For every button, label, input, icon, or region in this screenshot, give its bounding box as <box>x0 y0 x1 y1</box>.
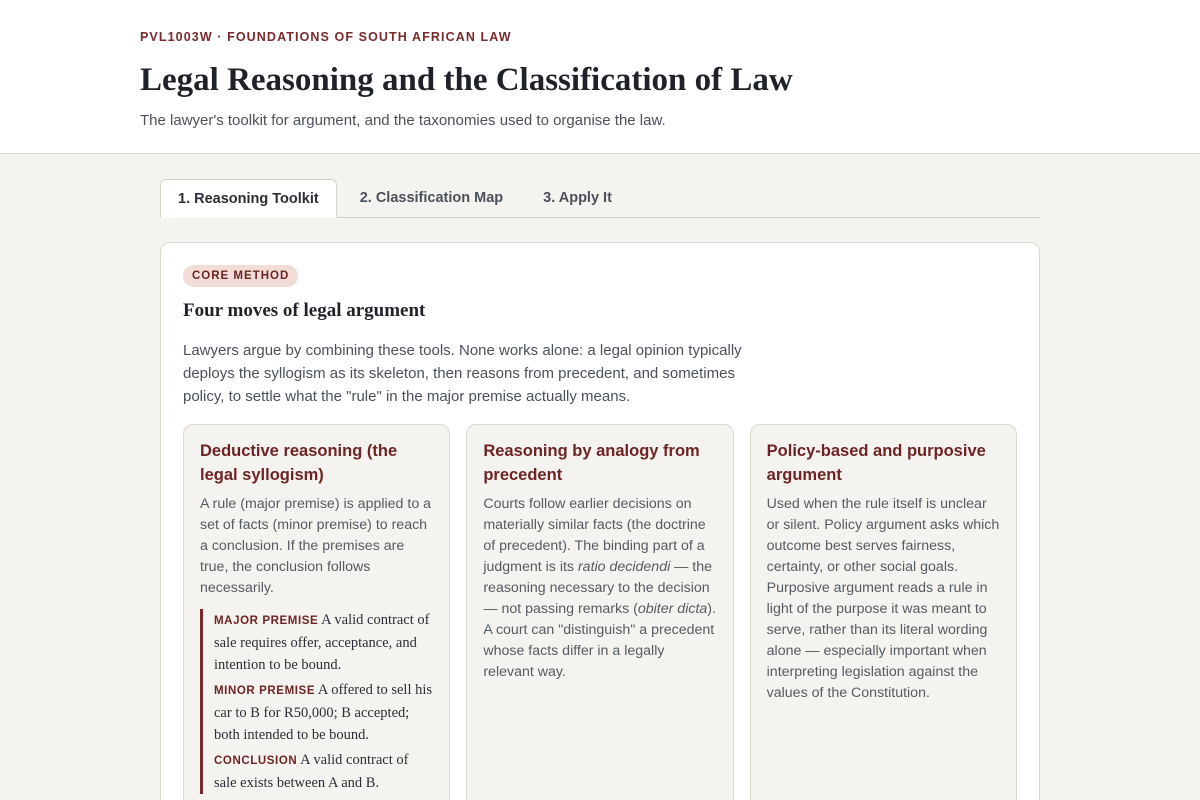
deductive-reasoning-panel <box>183 424 450 800</box>
page-title: Legal Reasoning and the Classification of Law <box>140 62 793 98</box>
main-content <box>0 179 1200 800</box>
tab-classification-map[interactable]: 2. Classification Map <box>359 189 504 206</box>
obiter-dicta-term: obiter dicta <box>637 601 708 617</box>
core-method-badge: CORE METHOD <box>183 265 298 287</box>
card-intro: Lawyers argue by combining these tools. None works alone: a legal opinion typically deploys the syllogism as its skeleton, then reasons from precedent, and sometimes policy, to settle what the "rule" in the major premise actually means. <box>183 342 742 405</box>
tab-bar <box>160 179 1040 218</box>
body-text: ). A court can "distinguish" a precedent whose facts differ in a legally relevant way. <box>483 601 716 680</box>
conclusion-text: A valid contract of sale exists between A and B. <box>214 752 409 791</box>
analogy-precedent-panel <box>466 424 733 800</box>
page-header <box>0 0 1200 154</box>
panel-body: A rule (major premise) is applied to a set of facts (minor premise) to reach a conclusion. If the premises are true, the conclusion follows necessarily. <box>200 496 432 596</box>
panel-body <box>483 494 716 683</box>
minor-premise-label: MINOR PREMISE <box>214 685 316 697</box>
content-card <box>160 242 1040 800</box>
panel-title: Reasoning by analogy from precedent <box>483 442 700 484</box>
minor-premise-text: A offered to sell his car to B for R50,000; B accepted; both intended to be bound. <box>214 682 433 743</box>
major-premise-label: MAJOR PREMISE <box>214 615 319 627</box>
syllogism-example <box>200 609 433 794</box>
body-text: Courts follow earlier decisions on materially similar facts (the doctrine of precedent). The binding part of a judgment is its <box>483 496 706 575</box>
conclusion-label: CONCLUSION <box>214 755 298 767</box>
panel-title: Deductive reasoning (the legal syllogism) <box>200 442 398 484</box>
major-premise-text: A valid contract of sale requires offer, acceptance, and intention to be bound. <box>214 612 430 673</box>
major-premise <box>214 609 433 676</box>
conclusion <box>214 749 433 794</box>
body-text: — the reasoning necessary to the decision — not passing remarks ( <box>483 559 713 617</box>
page-subtitle: The lawyer's toolkit for argument, and the taxonomies used to organise the law. <box>140 112 666 129</box>
ratio-decidendi-term: ratio decidendi <box>577 559 671 575</box>
minor-premise <box>214 679 433 746</box>
tab-apply-it[interactable]: 3. Apply It <box>543 189 612 206</box>
panel-title: Policy-based and purposive argument <box>766 442 986 484</box>
tab-reasoning-toolkit[interactable]: 1. Reasoning Toolkit <box>160 179 337 218</box>
method-columns <box>183 424 1017 800</box>
card-title: Four moves of legal argument <box>183 300 426 321</box>
panel-body: Used when the rule itself is unclear or silent. Policy argument asks which outcome best serves fairness, certainty, or other social goals. Purposive argument reads a rule in light of the purpose it was meant to serve, rather than its literal wording alone — especially important when interpreting legislation against the values of the Constitution. <box>766 496 1000 701</box>
course-code: PVL1003W · FOUNDATIONS OF SOUTH AFRICAN LAW <box>140 30 512 44</box>
policy-purposive-panel <box>750 424 1017 800</box>
